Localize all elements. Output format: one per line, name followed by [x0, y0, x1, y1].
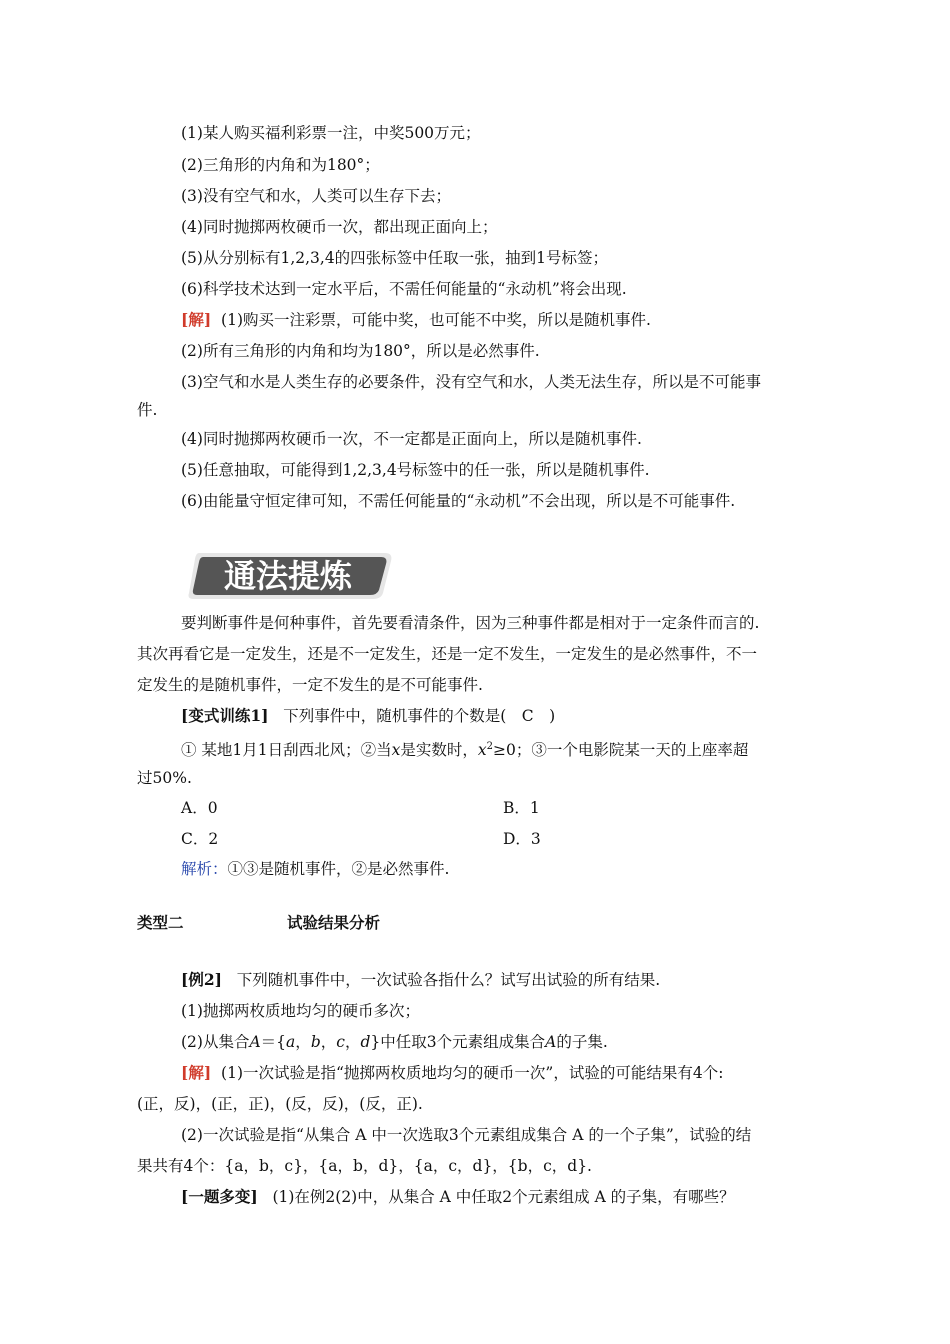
option-d: D．3: [503, 830, 541, 848]
method-line-2: 其次再看它是一定发生，还是不一定发生，还是一定不发生，一定发生的是必然事件，不一: [137, 645, 758, 663]
example-2-question: [例2] 下列随机事件中，一次试验各指什么？试写出试验的所有结果.: [181, 970, 661, 989]
section-title: 试验结果分析: [287, 914, 381, 932]
example-2-solution-1: [解] (1)一次试验是指“抛掷两枚质地均匀的硬币一次”，试验的可能结果有4个:: [181, 1063, 724, 1082]
variation-tag: [一题多变]: [181, 1187, 258, 1206]
exercise-1-answer: 解析：①③是随机事件，②是必然事件.: [181, 860, 450, 878]
solution-1-line-5: (5)任意抽取，可能得到1,2,3,4号标签中的任一张，所以是随机事件.: [181, 461, 650, 479]
example-2-part-2: (2)从集合A＝{a，b，c，d}中任取3个元素组成集合A的子集.: [181, 1033, 608, 1051]
badge-text: 通法提炼: [223, 557, 353, 595]
solution-tag: [解]: [181, 310, 212, 329]
example-2-solution-2: (2)一次试验是指“从集合 A 中一次选取3个元素组成集合 A 的一个子集”，试验的结: [181, 1126, 752, 1144]
example-2-part-1: (1)抛掷两枚质地均匀的硬币多次；: [181, 1002, 420, 1020]
exercise-1-statement-cont: 过50%.: [137, 769, 192, 787]
option-c: C．2: [181, 830, 219, 848]
item-1: (1)某人购买福利彩票一注，中奖500万元；: [181, 124, 481, 142]
example-2-solution-2-cont: 果共有4个：{a，b，c}，{a，b，d}，{a，c，d}，{b，c，d}.: [137, 1157, 592, 1175]
example-2-solution-1-cont: (正，反)，(正，正)，(反，反)，(反，正).: [137, 1095, 423, 1113]
solution-1-line-1: [解] (1)购买一注彩票，可能中奖，也可能不中奖，所以是随机事件.: [181, 310, 651, 329]
method-line-3: 定发生的是随机事件，一定不发生的是不可能事件.: [137, 676, 483, 694]
variation-question: [一题多变] (1)在例2(2)中，从集合 A 中任取2个元素组成 A 的子集，有哪些？: [181, 1187, 735, 1206]
solution-tag-2: [解]: [181, 1063, 212, 1082]
solution-1-line-3: (3)空气和水是人类生存的必要条件，没有空气和水，人类无法生存，所以是不可能事: [181, 373, 761, 391]
option-a: A．0: [181, 799, 218, 817]
exercise-1-question: [变式训练1] 下列事件中，随机事件的个数是( C ): [181, 706, 556, 725]
item-2: (2)三角形的内角和为180°；: [181, 156, 380, 174]
item-5: (5)从分别标有1,2,3,4的四张标签中任取一张，抽到1号标签；: [181, 249, 609, 267]
answer-label: 解析：: [181, 860, 228, 878]
solution-1-line-4: (4)同时抛掷两枚硬币一次，不一定都是正面向上，所以是随机事件.: [181, 430, 642, 448]
example-tag: [例2]: [181, 970, 222, 989]
method-badge: [185, 549, 395, 601]
solution-1-line-2: (2)所有三角形的内角和均为180°，所以是必然事件.: [181, 342, 540, 360]
option-b: B．1: [503, 799, 540, 817]
exercise-1-statement: ① 某地1月1日刮西北风；②当x是实数时，$x^2\ge 0$；③一个电影院某一天的上座率超: [181, 741, 749, 760]
method-line-1: 要判断事件是何种事件，首先要看清条件，因为三种事件都是相对于一定条件而言的.: [181, 614, 760, 632]
item-6: (6)科学技术达到一定水平后，不需任何能量的“永动机”将会出现.: [181, 280, 627, 298]
solution-1-line-3-cont: 件.: [137, 401, 158, 419]
item-3: (3)没有空气和水，人类可以生存下去；: [181, 187, 451, 205]
solution-1-line-6: (6)由能量守恒定律可知，不需任何能量的“永动机”不会出现，所以是不可能事件.: [181, 492, 736, 510]
section-type: 类型二: [137, 914, 184, 932]
exercise-tag: [变式训练1]: [181, 706, 269, 725]
item-4: (4)同时抛掷两枚硬币一次，都出现正面向上；: [181, 218, 498, 236]
